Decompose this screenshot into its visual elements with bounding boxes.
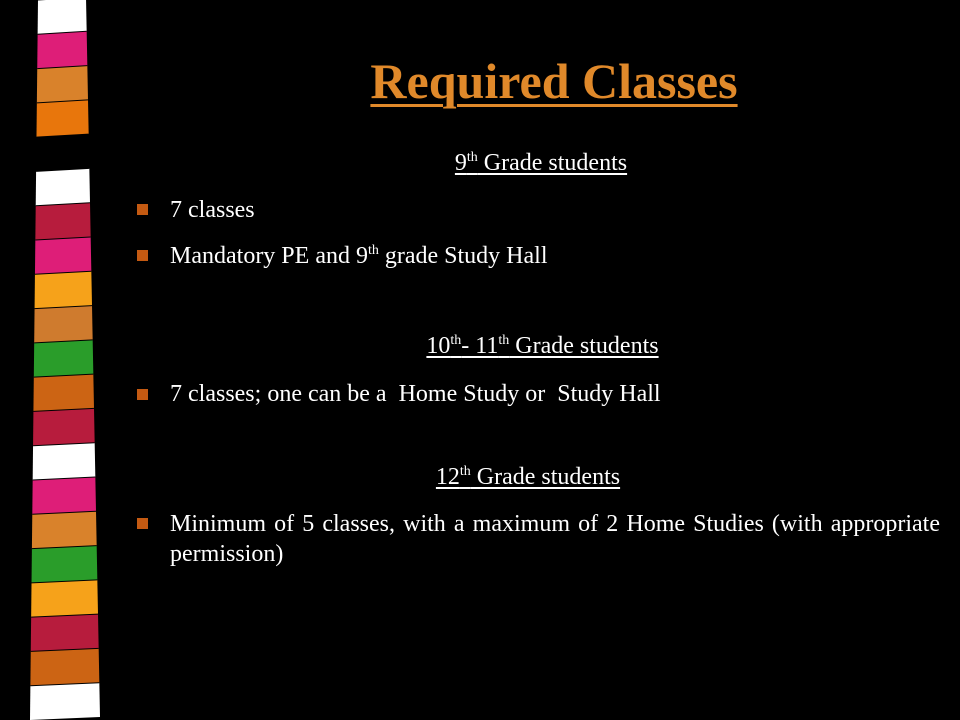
- stripe-segment: [34, 306, 92, 343]
- stripe-segment: [33, 374, 94, 411]
- bullet-mandatory-pe: Mandatory PE and 9th grade Study Hall: [170, 243, 548, 269]
- stripe-segment: [35, 203, 90, 240]
- bullet-7-classes: 7 classes: [170, 197, 255, 223]
- stripe-segment: [36, 168, 90, 205]
- stripe-segment: [32, 477, 96, 514]
- stripe-segment: [30, 683, 100, 720]
- stripe-segment: [32, 546, 98, 583]
- bullet-marker: [137, 204, 148, 215]
- stripe-segment: [35, 271, 92, 308]
- bullet-marker: [137, 250, 148, 261]
- stripe-segment: [38, 0, 87, 34]
- slide-title: Required Classes: [370, 53, 738, 109]
- bullet-home-study: 7 classes; one can be a Home Study or Study Hall: [170, 381, 661, 407]
- heading-9th-grade: 9th Grade students: [454, 150, 628, 176]
- stripe-segment: [32, 511, 97, 548]
- bullet-minimum-classes: Minimum of 5 classes, with a maximum of 2 Home Studies (with appropriate permission): [170, 511, 940, 567]
- stripe-segment: [33, 443, 96, 480]
- stripe-segment: [31, 614, 99, 651]
- stripe-segment: [36, 134, 89, 171]
- stripe-segment: [33, 408, 95, 445]
- stripe-segment: [31, 580, 98, 617]
- stripe-segment: [35, 237, 91, 274]
- bullet-marker: [137, 389, 148, 400]
- stripe-segment: [30, 648, 99, 685]
- heading-10th-11th-grade: 10th- 11th Grade students: [426, 333, 659, 359]
- bullet-marker: [137, 518, 148, 529]
- heading-12th-grade: 12th Grade students: [435, 464, 621, 490]
- stripe-segment: [34, 340, 94, 377]
